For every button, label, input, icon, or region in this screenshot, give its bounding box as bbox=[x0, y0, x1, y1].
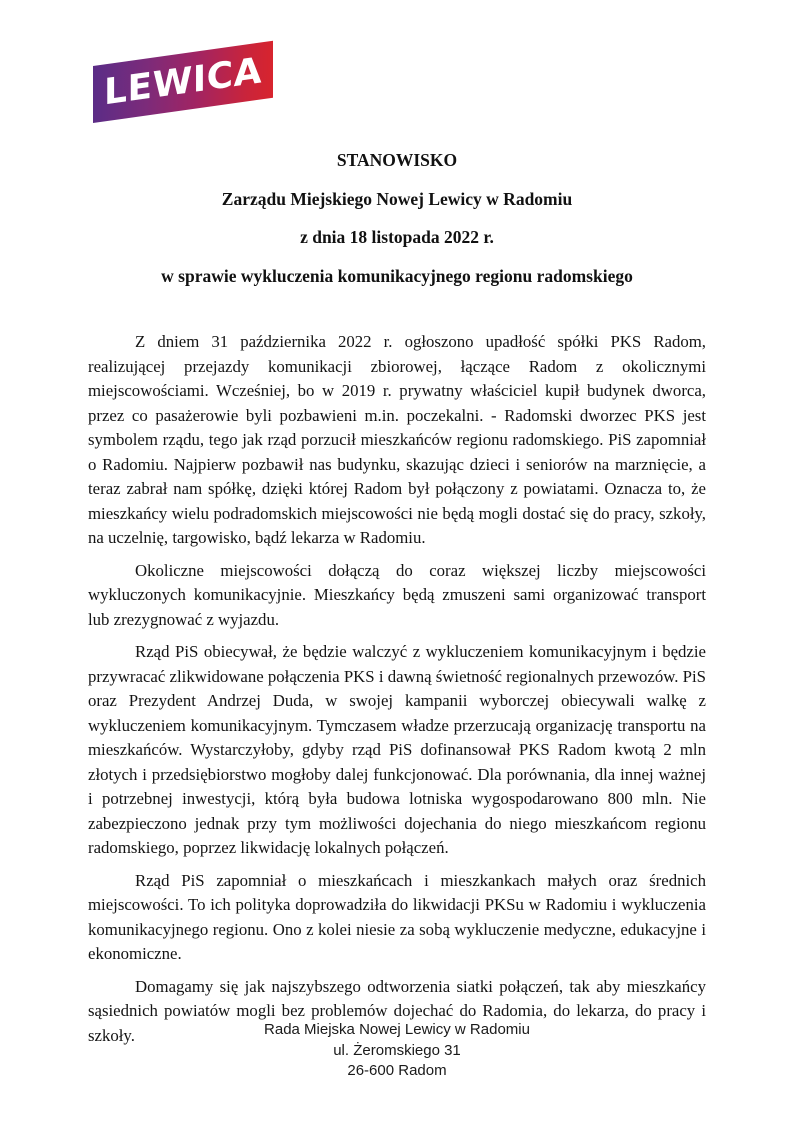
signature-block bbox=[88, 1020, 706, 1082]
paragraph: Okoliczne miejscowości dołączą do coraz większej liczby miejscowości wykluczonych komunikacyjnie. Mieszkańcy będą zmuszeni sami organizować transport lub zrezygnować z wyjazdu. bbox=[88, 560, 706, 629]
title-line-stanowisko: STANOWISKO bbox=[336, 150, 458, 170]
lewica-logo bbox=[93, 41, 273, 123]
signature-street: ul. Żeromskiego 31 bbox=[333, 1041, 461, 1059]
paragraph: Rząd PiS zapomniał o mieszkańcach i mieszkankach małych oraz średnich miejscowości. To ich polityka doprowadziła do likwidacji PKSu w Radomiu i wykluczenia komunikacyjnego regionu. Ono z kolei niesie za sobą wykluczenie medyczne, edukacyjne i ekonomiczne. bbox=[88, 870, 706, 963]
paragraph: Z dniem 31 października 2022 r. ogłoszono upadłość spółki PKS Radom, realizującej przejazdy komunikacji zbiorowej, łączące Radom z okolicznymi miejscowościami. Wcześniej, bo w 2019 r. prywatny właściciel kupił budynek dworca, przez co pasażerowie byli pozbawieni m.in. poczekalni. - Radomski dworzec PKS jest symbolem rządu, tego jak rząd porzucił mieszkańców regionu radomskiego. PiS zapomniał o Radomiu. Najpierw pozbawił nas budynku, skazując dzieci i seniorów na marznięcie, a teraz zabrał nam spółkę, dzięki której Radom był połączony z powiatami. Oznacza to, że mieszkańcy wielu podradomskich miejscowości nie będą mogli dostać się do pracy, szkoły, na uczelnię, targowisko, bądź lekarza w Radomiu. bbox=[88, 332, 706, 547]
lewica-logo-text: LEWICA bbox=[104, 49, 262, 113]
signature-city: 26-600 Radom bbox=[347, 1062, 447, 1079]
title-line-date: z dnia 18 listopada 2022 r. bbox=[300, 227, 494, 247]
document-body bbox=[88, 330, 706, 1056]
title-line-issuer: Zarządu Miejskiego Nowej Lewicy w Radomiu bbox=[221, 188, 573, 209]
paragraph: Domagamy się jak najszybszego odtworzenia siatki połączeń, tak aby mieszkańcy sąsiednich powiatów mogli bez problemów dojechać do Radomia, do lekarza, do pracy i szkoły. bbox=[88, 976, 706, 1045]
document-title bbox=[88, 141, 706, 295]
title-line-subject: w sprawie wykluczenia komunikacyjnego regionu radomskiego bbox=[161, 265, 633, 286]
paragraph: Rząd PiS obiecywał, że będzie walczyć z wykluczeniem komunikacyjnym i będzie przywracać zlikwidowane połączenia PKS i dawną świetność regionalnych przewozów. PiS oraz Prezydent Andrzej Duda, w swojej kampanii wyborczej obiecywali walkę z wykluczeniem komunikacyjnym. Tymczasem władze przerzucają organizację transportu na mieszkańców. Wystarczyłoby, gdyby rząd PiS dofinansował PKS Radom kwotą 2 mln złotych i przedsiębiorstwo mogłoby dalej funkcjonować. Dla porównania, dla innej ważnej i potrzebnej inwestycji, którą była budowa lotniska wygospodarowano 800 mln. Nie zabezpieczono jednak przy tym możliwości dojechania do niego mieszkańcom regionu radomskiego, poprzez likwidację lokalnych połączeń. bbox=[88, 642, 706, 857]
signature-org: Rada Miejska Nowej Lewicy w Radomiu bbox=[264, 1021, 530, 1038]
